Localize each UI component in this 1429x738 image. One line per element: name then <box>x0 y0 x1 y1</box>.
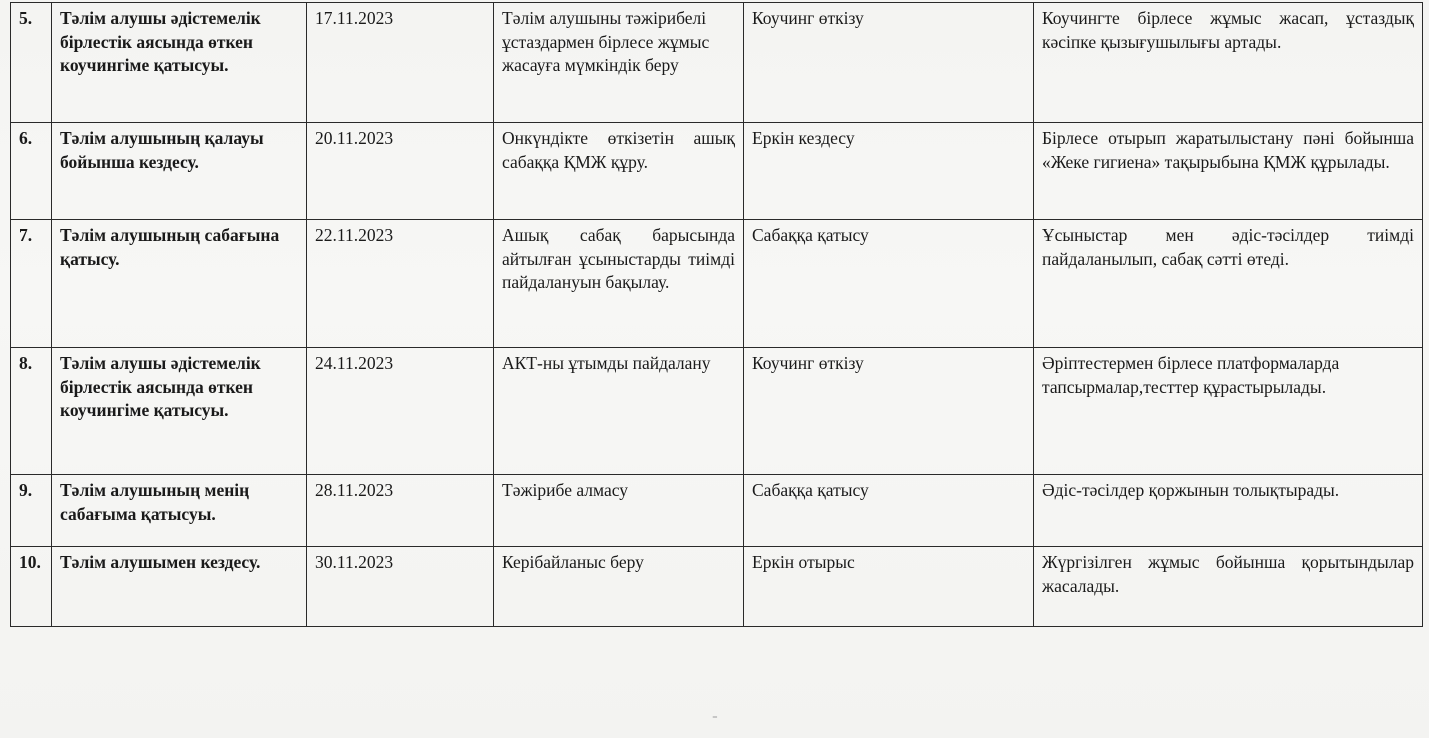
row-date: 28.11.2023 <box>307 475 494 547</box>
row-goal: АКТ-ны ұтымды пайдалану <box>494 348 744 475</box>
row-number: 6. <box>11 123 52 220</box>
row-result: Жүргізілген жұмыс бойынша қорытындылар жасалады. <box>1034 547 1423 627</box>
row-number: 7. <box>11 220 52 348</box>
row-number: 9. <box>11 475 52 547</box>
row-result: Әдіс-тәсілдер қоржынын толықтырады. <box>1034 475 1423 547</box>
row-goal: Онкүндікте өткізетін ашық сабаққа ҚМЖ құру. <box>494 123 744 220</box>
row-date: 20.11.2023 <box>307 123 494 220</box>
row-goal: Ашық сабақ барысында айтылған ұсыныстарды тиімді пайдалануын бақылау. <box>494 220 744 348</box>
row-form: Сабаққа қатысу <box>744 475 1034 547</box>
row-number: 10. <box>11 547 52 627</box>
row-date: 17.11.2023 <box>307 3 494 123</box>
row-form: Коучинг өткізу <box>744 348 1034 475</box>
scan-speck: ⁼ <box>712 712 718 725</box>
row-result: Ұсыныстар мен әдіс-тәсілдер тиімді пайдаланылып, сабақ сәтті өтеді. <box>1034 220 1423 348</box>
table-row <box>11 123 1423 220</box>
row-form: Еркін кездесу <box>744 123 1034 220</box>
row-goal: Тәжірибе алмасу <box>494 475 744 547</box>
row-form: Еркін отырыс <box>744 547 1034 627</box>
row-topic: Тәлім алушы әдістемелік бірлестік аясында өткен коучингіме қатысуы. <box>52 3 307 123</box>
mentoring-plan-table <box>10 2 1423 627</box>
table-row <box>11 547 1423 627</box>
row-number: 5. <box>11 3 52 123</box>
row-result: Коучингте бірлесе жұмыс жасап, ұстаздық кәсіпке қызығушылығы артады. <box>1034 3 1423 123</box>
row-form: Сабаққа қатысу <box>744 220 1034 348</box>
row-topic: Тәлім алушы әдістемелік бірлестік аясында өткен коучингіме қатысуы. <box>52 348 307 475</box>
row-topic: Тәлім алушының менің сабағыма қатысуы. <box>52 475 307 547</box>
table-row <box>11 220 1423 348</box>
row-number: 8. <box>11 348 52 475</box>
table-row <box>11 3 1423 123</box>
row-goal: Керібайланыс беру <box>494 547 744 627</box>
table-row <box>11 475 1423 547</box>
row-result: Әріптестермен бірлесе платформаларда тапсырмалар,тесттер құрастырылады. <box>1034 348 1423 475</box>
row-topic: Тәлім алушының сабағына қатысу. <box>52 220 307 348</box>
row-date: 22.11.2023 <box>307 220 494 348</box>
row-date: 30.11.2023 <box>307 547 494 627</box>
row-date: 24.11.2023 <box>307 348 494 475</box>
row-topic: Тәлім алушымен кездесу. <box>52 547 307 627</box>
row-result: Бірлесе отырып жаратылыстану пәні бойынша «Жеке гигиена» тақырыбына ҚМЖ құрылады. <box>1034 123 1423 220</box>
row-goal: Тәлім алушыны тәжірибелі ұстаздармен бірлесе жұмыс жасауға мүмкіндік беру <box>494 3 744 123</box>
row-form: Коучинг өткізу <box>744 3 1034 123</box>
row-topic: Тәлім алушының қалауы бойынша кездесу. <box>52 123 307 220</box>
table-row <box>11 348 1423 475</box>
